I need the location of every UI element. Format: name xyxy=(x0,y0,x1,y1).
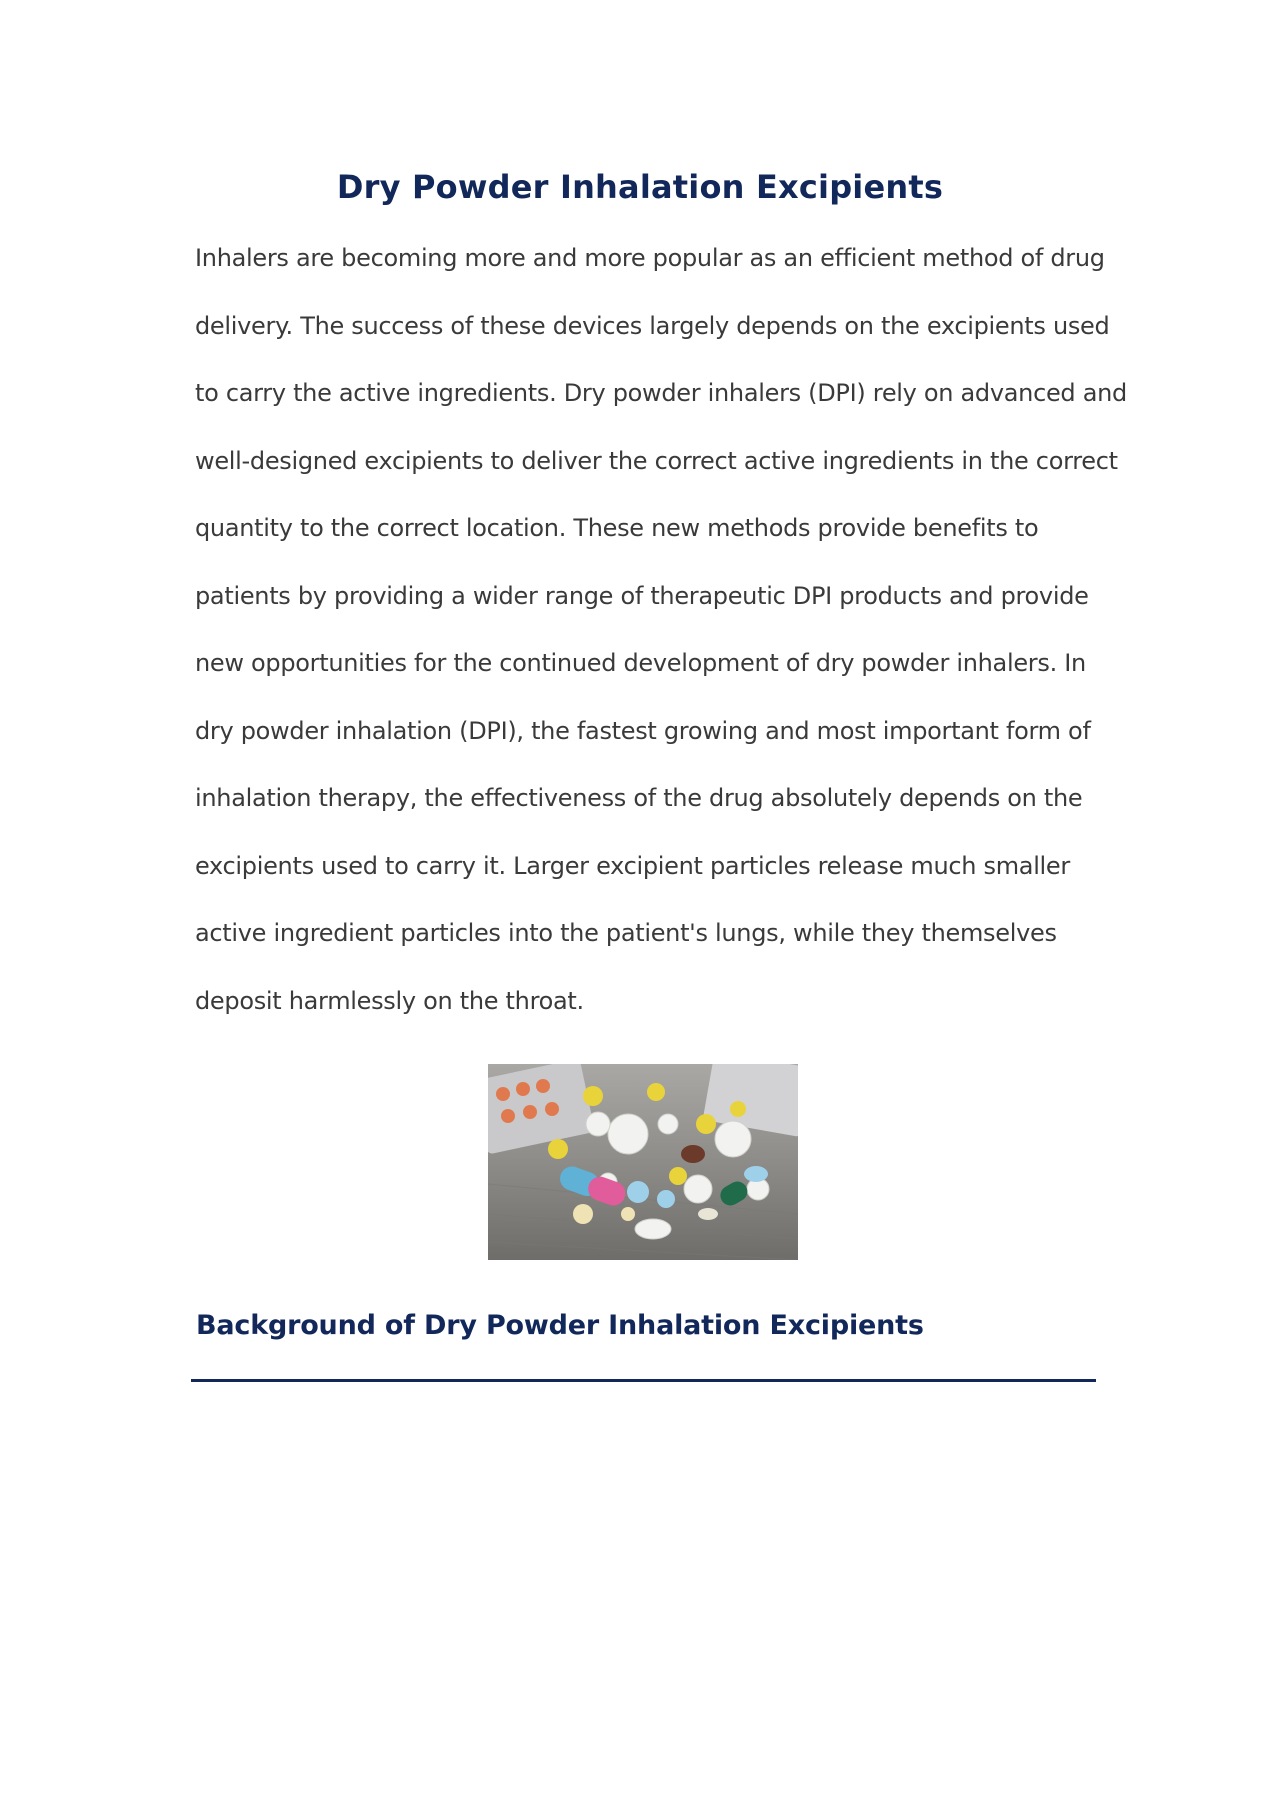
paragraph-line: well-designed excipients to deliver the correct active ingredients in the correct xyxy=(195,446,1118,475)
section-divider xyxy=(191,1379,1096,1382)
section-heading: Background of Dry Powder Inhalation Excipients xyxy=(196,1310,924,1341)
paragraph-line: patients by providing a wider range of therapeutic DPI products and provide xyxy=(195,581,1089,610)
paragraph-line: delivery. The success of these devices largely depends on the excipients used xyxy=(195,311,1110,340)
paragraph-line: deposit harmlessly on the throat. xyxy=(195,986,584,1015)
pills-photo xyxy=(488,1064,798,1260)
paragraph-line: excipients used to carry it. Larger excipient particles release much smaller xyxy=(195,851,1070,880)
paragraph-line: Inhalers are becoming more and more popular as an efficient method of drug xyxy=(195,244,1105,272)
paragraph-line: quantity to the correct location. These new methods provide benefits to xyxy=(195,514,1039,542)
paragraph-line: inhalation therapy, the effectiveness of the drug absolutely depends on the xyxy=(195,784,1083,812)
paragraph-line: dry powder inhalation (DPI), the fastest growing and most important form of xyxy=(195,716,1091,745)
paragraph-line: to carry the active ingredients. Dry powder inhalers (DPI) rely on advanced and xyxy=(195,379,1127,407)
paragraph-line: new opportunities for the continued development of dry powder inhalers. In xyxy=(195,649,1086,677)
intro-paragraph xyxy=(195,233,1127,1043)
page-title: Dry Powder Inhalation Excipients xyxy=(336,168,944,206)
paragraph-line: active ingredient particles into the patient's lungs, while they themselves xyxy=(195,919,1057,947)
pills-illustration xyxy=(488,1064,798,1260)
